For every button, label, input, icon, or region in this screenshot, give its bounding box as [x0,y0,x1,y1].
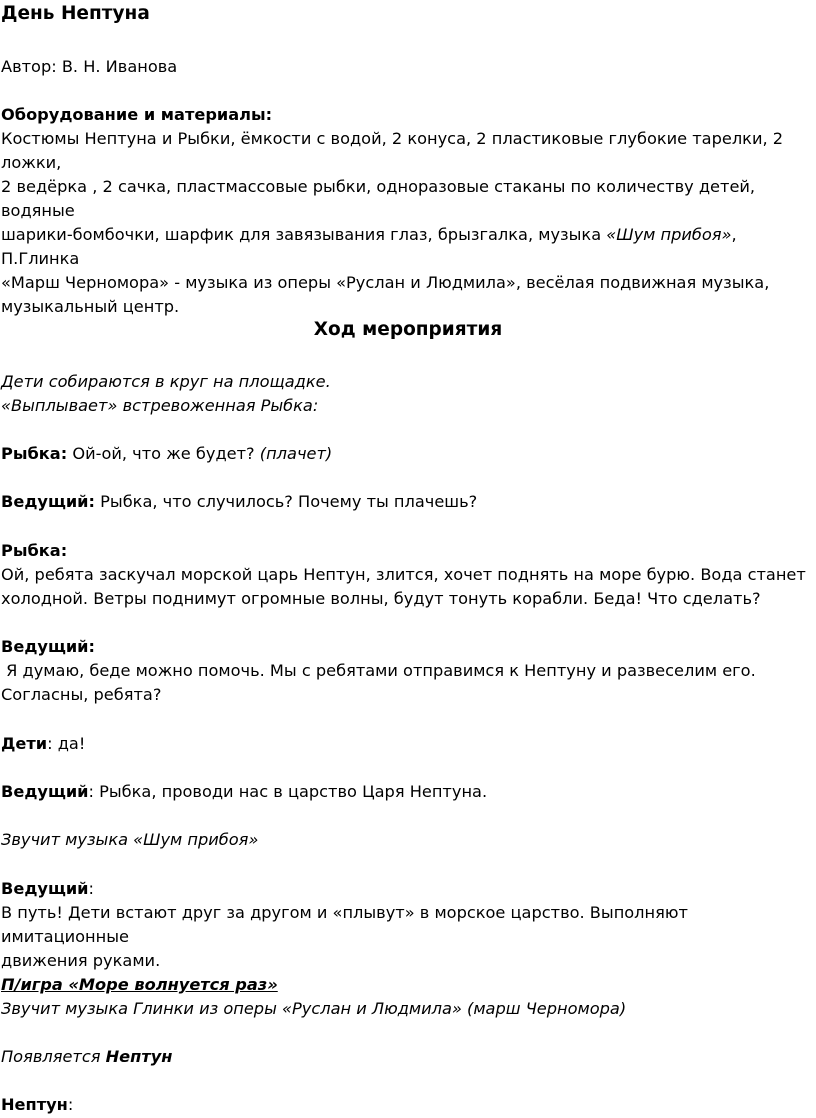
speaker-colon: : [67,1095,74,1114]
dialogue-fish-2 [1,563,813,611]
dialogue-line: В путь! Дети встают друг за другом и «плывут» в морское царство. Выполняют имитационные [1,903,688,946]
materials-music-title: «Шум прибоя» [606,225,732,244]
dialogue-fish-1 [1,442,813,466]
speaker-neptune: Нептун [1,1095,68,1114]
stage-remark: (плачет) [259,444,333,463]
speaker-host-4-line [1,877,813,901]
dialogue-text: : Рыбка, проводи нас в царство Царя Нептуна. [88,782,488,801]
materials-line-3 [1,223,813,271]
dialogue-host-1 [1,490,813,514]
stage-direction-5 [1,1045,813,1069]
stage-direction-1: Дети собираются в круг на площадке. [1,372,331,391]
dialogue-line: движения руками. [1,951,161,970]
speaker-host: Ведущий: [1,492,95,511]
materials-heading: Оборудование и материалы: [1,105,273,124]
speaker-host: Ведущий [1,782,89,801]
speaker-kids: Дети [1,734,48,753]
dialogue-kids [1,732,813,756]
dialogue-line: Ой, ребята заскучал морской царь Нептун, злится, хочет поднять на море бурю. Вода станет [1,565,806,584]
materials-line-3-text: шарики-бомбочки, шарфик для завязывания глаз, брызгалка, музыка [1,225,607,244]
speaker-fish: Рыбка: [1,444,68,463]
dialogue-host-2 [1,659,813,707]
game-title: П/игра «Море волнуется раз» [1,975,278,994]
dialogue-host-3 [1,780,813,804]
stage-direction-2: «Выплывает» встревоженная Рыбка: [1,396,319,415]
materials-line-1: Костюмы Нептуна и Рыбки, ёмкости с водой, 2 конуса, 2 пластиковые глубокие тарелки, 2 ложки, [1,129,784,172]
materials-line-5: музыкальный центр. [1,297,180,316]
materials-line-3-end: , П.Глинка [1,225,737,268]
speaker-host-2: Ведущий: [1,637,95,656]
materials-line-2: 2 ведёрка , 2 сачка, пластмассовые рыбки, одноразовые стаканы по количеству детей, водяные [1,177,756,220]
dialogue-text: Рыбка, что случилось? Почему ты плачешь? [95,492,478,511]
stage-text: Появляется [1,1047,106,1066]
document-title: День Нептуна [1,3,150,24]
dialogue-line: холодной. Ветры поднимут огромные волны, будут тонуть корабли. Беда! Что сделать? [1,589,761,608]
section-heading: Ход мероприятия [313,319,503,340]
author-line: Автор: В. Н. Иванова [1,57,178,76]
dialogue-line: Я думаю, беде можно помочь. Мы с ребятами отправимся к Нептуну и развеселим его. [1,661,756,680]
materials-line-4: «Марш Черномора» - музыка из оперы «Руслан и Людмила», весёлая подвижная музыка, [1,273,770,292]
speaker-colon: : [88,879,94,898]
character-name-neptune: Нептун [105,1047,173,1066]
speaker-host: Ведущий [1,879,89,898]
speaker-neptune-line [1,1093,813,1117]
dialogue-text: Ой-ой, что же будет? [67,444,260,463]
stage-direction-3: Звучит музыка «Шум прибоя» [1,830,259,849]
dialogue-text: : да! [47,734,86,753]
dialogue-host-4 [1,901,813,973]
materials-paragraph [1,127,813,319]
dialogue-line: Согласны, ребята? [1,685,162,704]
speaker-fish-2: Рыбка: [1,541,68,560]
stage-direction-4: Звучит музыка Глинки из оперы «Руслан и Людмила» (марш Черномора) [1,999,627,1018]
